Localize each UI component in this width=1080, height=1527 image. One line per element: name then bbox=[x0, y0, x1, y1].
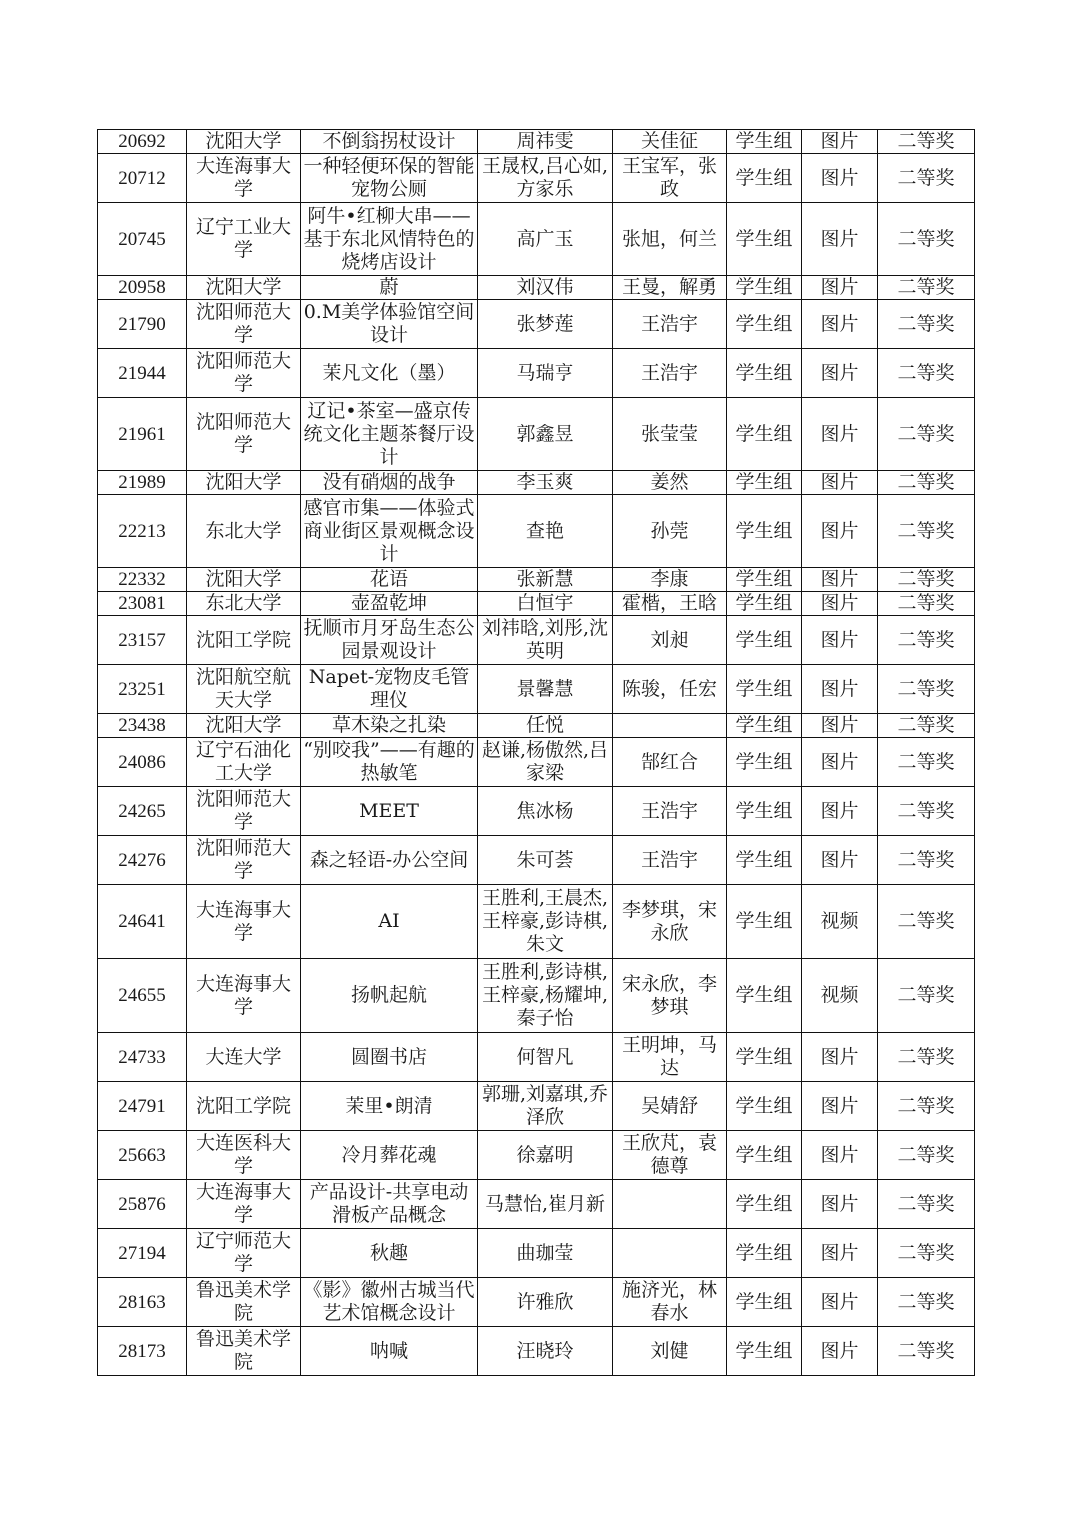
cell-type: 图片 bbox=[802, 130, 878, 154]
cell-advisor: 王明坤，马达 bbox=[613, 1033, 727, 1082]
table-row bbox=[98, 836, 975, 885]
cell-school: 鲁迅美术学院 bbox=[187, 1278, 301, 1327]
cell-type: 图片 bbox=[802, 1229, 878, 1278]
cell-group: 学生组 bbox=[727, 1033, 802, 1082]
table-row bbox=[98, 1327, 975, 1376]
cell-authors: 高广玉 bbox=[478, 203, 613, 276]
cell-authors: 刘汉伟 bbox=[478, 276, 613, 300]
cell-title: 不倒翁拐杖设计 bbox=[301, 130, 478, 154]
cell-school: 沈阳大学 bbox=[187, 276, 301, 300]
cell-id: 27194 bbox=[98, 1229, 187, 1278]
cell-type: 图片 bbox=[802, 616, 878, 665]
cell-authors: 王胜利,彭诗棋,王梓豪,杨耀坤,秦子怡 bbox=[478, 959, 613, 1033]
cell-advisor: 王宝军，张政 bbox=[613, 154, 727, 203]
table-row bbox=[98, 568, 975, 592]
table-row bbox=[98, 616, 975, 665]
cell-group: 学生组 bbox=[727, 1278, 802, 1327]
cell-title: 壶盈乾坤 bbox=[301, 592, 478, 616]
cell-advisor: 张莹莹 bbox=[613, 398, 727, 471]
cell-authors: 马瑞亨 bbox=[478, 349, 613, 398]
cell-group: 学生组 bbox=[727, 568, 802, 592]
cell-type: 图片 bbox=[802, 203, 878, 276]
cell-group: 学生组 bbox=[727, 1180, 802, 1229]
cell-award: 二等奖 bbox=[878, 1327, 975, 1376]
cell-type: 图片 bbox=[802, 300, 878, 349]
cell-title: 森之轻语-办公空间 bbox=[301, 836, 478, 885]
cell-advisor: 王欣芃，袁德尊 bbox=[613, 1131, 727, 1180]
cell-title: 冷月葬花魂 bbox=[301, 1131, 478, 1180]
cell-id: 25663 bbox=[98, 1131, 187, 1180]
cell-school: 大连海事大学 bbox=[187, 885, 301, 959]
cell-id: 20692 bbox=[98, 130, 187, 154]
cell-id: 28173 bbox=[98, 1327, 187, 1376]
cell-type: 图片 bbox=[802, 1131, 878, 1180]
cell-award: 二等奖 bbox=[878, 787, 975, 836]
cell-type: 视频 bbox=[802, 885, 878, 959]
table-row bbox=[98, 714, 975, 738]
table-row bbox=[98, 1131, 975, 1180]
cell-authors: 曲珈莹 bbox=[478, 1229, 613, 1278]
cell-group: 学生组 bbox=[727, 959, 802, 1033]
cell-title: 扬帆起航 bbox=[301, 959, 478, 1033]
cell-title: 辽记•茶室—盛京传统文化主题茶餐厅设计 bbox=[301, 398, 478, 471]
cell-authors: 任悦 bbox=[478, 714, 613, 738]
cell-id: 20745 bbox=[98, 203, 187, 276]
cell-title: 蔚 bbox=[301, 276, 478, 300]
cell-title: 一种轻便环保的智能宠物公厕 bbox=[301, 154, 478, 203]
table-row bbox=[98, 1033, 975, 1082]
cell-advisor: 李梦琪，宋永欣 bbox=[613, 885, 727, 959]
cell-authors: 查艳 bbox=[478, 495, 613, 568]
cell-group: 学生组 bbox=[727, 1229, 802, 1278]
cell-advisor: 姜然 bbox=[613, 471, 727, 495]
cell-award: 二等奖 bbox=[878, 1180, 975, 1229]
cell-id: 21989 bbox=[98, 471, 187, 495]
cell-school: 大连海事大学 bbox=[187, 959, 301, 1033]
cell-type: 图片 bbox=[802, 154, 878, 203]
cell-school: 沈阳大学 bbox=[187, 130, 301, 154]
table-row bbox=[98, 276, 975, 300]
cell-type: 图片 bbox=[802, 665, 878, 714]
cell-title: 呐喊 bbox=[301, 1327, 478, 1376]
table-row bbox=[98, 1082, 975, 1131]
cell-school: 辽宁师范大学 bbox=[187, 1229, 301, 1278]
cell-group: 学生组 bbox=[727, 495, 802, 568]
cell-id: 24733 bbox=[98, 1033, 187, 1082]
table-row bbox=[98, 738, 975, 787]
cell-school: 东北大学 bbox=[187, 592, 301, 616]
cell-award: 二等奖 bbox=[878, 398, 975, 471]
cell-id: 20712 bbox=[98, 154, 187, 203]
cell-advisor: 郜红合 bbox=[613, 738, 727, 787]
cell-award: 二等奖 bbox=[878, 568, 975, 592]
cell-award: 二等奖 bbox=[878, 959, 975, 1033]
cell-title: Napet-宠物皮毛管理仪 bbox=[301, 665, 478, 714]
cell-id: 23251 bbox=[98, 665, 187, 714]
table-row bbox=[98, 300, 975, 349]
cell-school: 沈阳师范大学 bbox=[187, 398, 301, 471]
cell-group: 学生组 bbox=[727, 203, 802, 276]
cell-award: 二等奖 bbox=[878, 592, 975, 616]
cell-title: 抚顺市月牙岛生态公园景观设计 bbox=[301, 616, 478, 665]
cell-advisor: 孙莞 bbox=[613, 495, 727, 568]
cell-school: 大连医科大学 bbox=[187, 1131, 301, 1180]
cell-type: 图片 bbox=[802, 738, 878, 787]
cell-advisor: 刘昶 bbox=[613, 616, 727, 665]
cell-id: 24655 bbox=[98, 959, 187, 1033]
cell-authors: 王晟权,吕心如,方家乐 bbox=[478, 154, 613, 203]
cell-type: 图片 bbox=[802, 1180, 878, 1229]
cell-type: 图片 bbox=[802, 1278, 878, 1327]
cell-authors: 徐嘉明 bbox=[478, 1131, 613, 1180]
cell-authors: 何智凡 bbox=[478, 1033, 613, 1082]
cell-group: 学生组 bbox=[727, 130, 802, 154]
cell-type: 图片 bbox=[802, 276, 878, 300]
cell-advisor bbox=[613, 1180, 727, 1229]
table-row bbox=[98, 1180, 975, 1229]
cell-title: MEET bbox=[301, 787, 478, 836]
cell-award: 二等奖 bbox=[878, 276, 975, 300]
cell-group: 学生组 bbox=[727, 1327, 802, 1376]
cell-advisor bbox=[613, 714, 727, 738]
award-table bbox=[97, 129, 975, 1376]
table-row bbox=[98, 959, 975, 1033]
cell-school: 沈阳师范大学 bbox=[187, 349, 301, 398]
cell-school: 沈阳大学 bbox=[187, 714, 301, 738]
table-row bbox=[98, 787, 975, 836]
cell-authors: 刘祎晗,刘彤,沈英明 bbox=[478, 616, 613, 665]
cell-advisor: 刘健 bbox=[613, 1327, 727, 1376]
cell-group: 学生组 bbox=[727, 592, 802, 616]
cell-award: 二等奖 bbox=[878, 495, 975, 568]
cell-authors: 张新慧 bbox=[478, 568, 613, 592]
cell-school: 辽宁石油化工大学 bbox=[187, 738, 301, 787]
cell-award: 二等奖 bbox=[878, 885, 975, 959]
table-row bbox=[98, 592, 975, 616]
cell-id: 24791 bbox=[98, 1082, 187, 1131]
cell-title: 0.M美学体验馆空间设计 bbox=[301, 300, 478, 349]
table-row bbox=[98, 203, 975, 276]
cell-group: 学生组 bbox=[727, 885, 802, 959]
cell-group: 学生组 bbox=[727, 398, 802, 471]
cell-school: 沈阳大学 bbox=[187, 568, 301, 592]
cell-id: 24086 bbox=[98, 738, 187, 787]
table-row bbox=[98, 398, 975, 471]
cell-advisor: 王浩宇 bbox=[613, 349, 727, 398]
cell-group: 学生组 bbox=[727, 665, 802, 714]
cell-group: 学生组 bbox=[727, 787, 802, 836]
cell-group: 学生组 bbox=[727, 836, 802, 885]
table-row bbox=[98, 885, 975, 959]
cell-group: 学生组 bbox=[727, 738, 802, 787]
cell-title: 圆圈书店 bbox=[301, 1033, 478, 1082]
cell-title: 茉里•朗清 bbox=[301, 1082, 478, 1131]
cell-authors: 王胜利,王晨杰,王梓豪,彭诗棋,朱文 bbox=[478, 885, 613, 959]
cell-award: 二等奖 bbox=[878, 471, 975, 495]
cell-id: 21944 bbox=[98, 349, 187, 398]
table-row bbox=[98, 665, 975, 714]
cell-type: 图片 bbox=[802, 1327, 878, 1376]
cell-type: 图片 bbox=[802, 398, 878, 471]
cell-id: 24265 bbox=[98, 787, 187, 836]
cell-award: 二等奖 bbox=[878, 665, 975, 714]
cell-award: 二等奖 bbox=[878, 130, 975, 154]
cell-group: 学生组 bbox=[727, 276, 802, 300]
cell-school: 大连大学 bbox=[187, 1033, 301, 1082]
cell-school: 辽宁工业大学 bbox=[187, 203, 301, 276]
cell-school: 沈阳师范大学 bbox=[187, 300, 301, 349]
cell-advisor: 吴婧舒 bbox=[613, 1082, 727, 1131]
cell-type: 图片 bbox=[802, 836, 878, 885]
cell-advisor: 陈骏，任宏 bbox=[613, 665, 727, 714]
cell-id: 24276 bbox=[98, 836, 187, 885]
cell-advisor: 霍楷，王晗 bbox=[613, 592, 727, 616]
cell-award: 二等奖 bbox=[878, 1082, 975, 1131]
cell-award: 二等奖 bbox=[878, 1229, 975, 1278]
cell-group: 学生组 bbox=[727, 616, 802, 665]
cell-type: 图片 bbox=[802, 714, 878, 738]
cell-group: 学生组 bbox=[727, 349, 802, 398]
table-row bbox=[98, 349, 975, 398]
cell-advisor bbox=[613, 1229, 727, 1278]
cell-advisor: 王曼，解勇 bbox=[613, 276, 727, 300]
cell-school: 沈阳航空航天大学 bbox=[187, 665, 301, 714]
cell-title: 感官市集——体验式商业街区景观概念设计 bbox=[301, 495, 478, 568]
cell-advisor: 关佳征 bbox=[613, 130, 727, 154]
cell-type: 图片 bbox=[802, 1082, 878, 1131]
table-row bbox=[98, 1278, 975, 1327]
cell-authors: 白恒宇 bbox=[478, 592, 613, 616]
cell-authors: 马慧怡,崔月新 bbox=[478, 1180, 613, 1229]
cell-title: 阿牛•红柳大串—— 基于东北风情特色的烧烤店设计 bbox=[301, 203, 478, 276]
cell-award: 二等奖 bbox=[878, 836, 975, 885]
cell-school: 沈阳大学 bbox=[187, 471, 301, 495]
cell-group: 学生组 bbox=[727, 471, 802, 495]
cell-award: 二等奖 bbox=[878, 738, 975, 787]
cell-authors: 周祎雯 bbox=[478, 130, 613, 154]
cell-award: 二等奖 bbox=[878, 349, 975, 398]
cell-school: 东北大学 bbox=[187, 495, 301, 568]
cell-id: 24641 bbox=[98, 885, 187, 959]
cell-id: 20958 bbox=[98, 276, 187, 300]
cell-title: 草木染之扎染 bbox=[301, 714, 478, 738]
cell-authors: 郭鑫昱 bbox=[478, 398, 613, 471]
cell-school: 鲁迅美术学院 bbox=[187, 1327, 301, 1376]
cell-authors: 焦冰杨 bbox=[478, 787, 613, 836]
cell-id: 25876 bbox=[98, 1180, 187, 1229]
cell-id: 23081 bbox=[98, 592, 187, 616]
cell-type: 图片 bbox=[802, 1033, 878, 1082]
cell-type: 图片 bbox=[802, 349, 878, 398]
cell-authors: 郭珊,刘嘉琪,乔泽欣 bbox=[478, 1082, 613, 1131]
cell-award: 二等奖 bbox=[878, 1131, 975, 1180]
cell-award: 二等奖 bbox=[878, 1033, 975, 1082]
cell-school: 大连海事大学 bbox=[187, 154, 301, 203]
cell-advisor: 王浩宇 bbox=[613, 836, 727, 885]
cell-title: 产品设计-共享电动滑板产品概念 bbox=[301, 1180, 478, 1229]
cell-school: 沈阳师范大学 bbox=[187, 787, 301, 836]
cell-authors: 朱可荟 bbox=[478, 836, 613, 885]
cell-type: 图片 bbox=[802, 568, 878, 592]
cell-advisor: 王浩宇 bbox=[613, 300, 727, 349]
cell-advisor: 李康 bbox=[613, 568, 727, 592]
cell-authors: 许雅欣 bbox=[478, 1278, 613, 1327]
cell-title: AI bbox=[301, 885, 478, 959]
cell-award: 二等奖 bbox=[878, 154, 975, 203]
cell-group: 学生组 bbox=[727, 1082, 802, 1131]
cell-title: 茉凡文化（墨） bbox=[301, 349, 478, 398]
cell-id: 21790 bbox=[98, 300, 187, 349]
cell-authors: 李玉爽 bbox=[478, 471, 613, 495]
cell-id: 21961 bbox=[98, 398, 187, 471]
cell-title: 秋趣 bbox=[301, 1229, 478, 1278]
cell-award: 二等奖 bbox=[878, 1278, 975, 1327]
table-row bbox=[98, 130, 975, 154]
cell-authors: 张梦莲 bbox=[478, 300, 613, 349]
cell-type: 图片 bbox=[802, 592, 878, 616]
cell-id: 28163 bbox=[98, 1278, 187, 1327]
cell-award: 二等奖 bbox=[878, 714, 975, 738]
cell-title: 没有硝烟的战争 bbox=[301, 471, 478, 495]
cell-school: 沈阳工学院 bbox=[187, 616, 301, 665]
cell-type: 视频 bbox=[802, 959, 878, 1033]
cell-advisor: 王浩宇 bbox=[613, 787, 727, 836]
cell-type: 图片 bbox=[802, 495, 878, 568]
award-table-body bbox=[98, 130, 975, 1376]
cell-id: 22332 bbox=[98, 568, 187, 592]
cell-school: 沈阳师范大学 bbox=[187, 836, 301, 885]
cell-advisor: 张旭，何兰 bbox=[613, 203, 727, 276]
cell-title: “别咬我”——有趣的热敏笔 bbox=[301, 738, 478, 787]
cell-award: 二等奖 bbox=[878, 203, 975, 276]
cell-award: 二等奖 bbox=[878, 616, 975, 665]
cell-title: 花语 bbox=[301, 568, 478, 592]
cell-school: 大连海事大学 bbox=[187, 1180, 301, 1229]
cell-advisor: 宋永欣，李梦琪 bbox=[613, 959, 727, 1033]
cell-group: 学生组 bbox=[727, 154, 802, 203]
cell-id: 23157 bbox=[98, 616, 187, 665]
cell-title: 《影》徽州古城当代艺术馆概念设计 bbox=[301, 1278, 478, 1327]
table-row bbox=[98, 154, 975, 203]
cell-type: 图片 bbox=[802, 471, 878, 495]
cell-id: 22213 bbox=[98, 495, 187, 568]
table-row bbox=[98, 1229, 975, 1278]
cell-id: 23438 bbox=[98, 714, 187, 738]
cell-group: 学生组 bbox=[727, 1131, 802, 1180]
cell-authors: 汪晓玲 bbox=[478, 1327, 613, 1376]
cell-school: 沈阳工学院 bbox=[187, 1082, 301, 1131]
table-row bbox=[98, 495, 975, 568]
cell-award: 二等奖 bbox=[878, 300, 975, 349]
cell-authors: 赵谦,杨傲然,吕家梁 bbox=[478, 738, 613, 787]
cell-type: 图片 bbox=[802, 787, 878, 836]
table-row bbox=[98, 471, 975, 495]
cell-group: 学生组 bbox=[727, 300, 802, 349]
cell-advisor: 施济光，林春水 bbox=[613, 1278, 727, 1327]
cell-group: 学生组 bbox=[727, 714, 802, 738]
cell-authors: 景馨慧 bbox=[478, 665, 613, 714]
